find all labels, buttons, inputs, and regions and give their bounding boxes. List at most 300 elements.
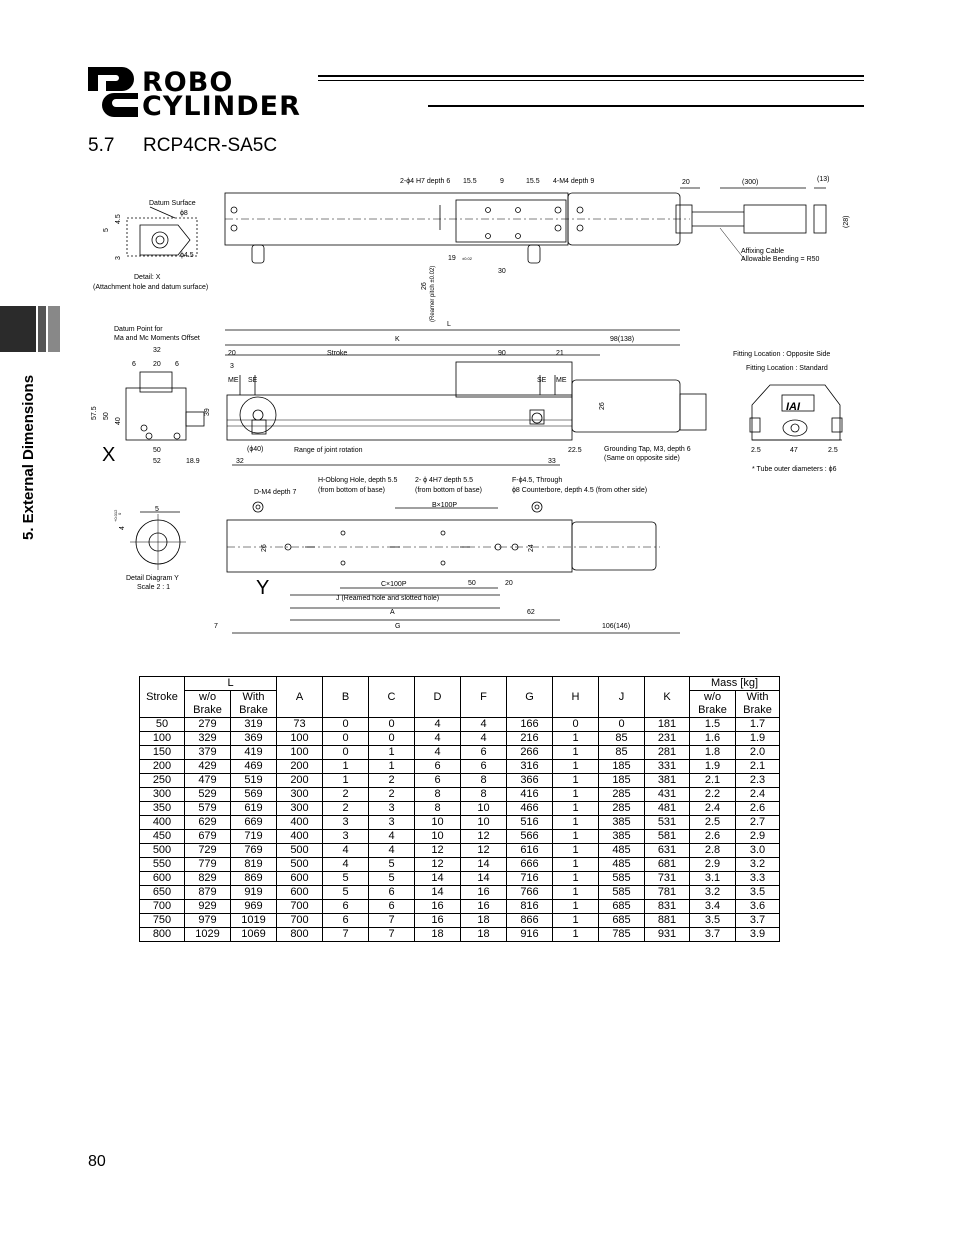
svg-text:4: 4 xyxy=(119,526,126,530)
table-cell: 929 xyxy=(185,900,231,914)
table-cell: 1.9 xyxy=(690,760,736,774)
table-cell: 329 xyxy=(185,732,231,746)
table-cell: 200 xyxy=(277,760,323,774)
table-cell: 650 xyxy=(140,886,185,900)
table-cell: 3 xyxy=(323,830,369,844)
table-cell: 529 xyxy=(185,788,231,802)
table-cell: 16 xyxy=(461,900,507,914)
table-cell: 6 xyxy=(323,914,369,928)
svg-text:(28): (28) xyxy=(843,215,850,228)
table-cell: 285 xyxy=(599,802,645,816)
table-cell: 600 xyxy=(277,872,323,886)
table-cell: 3.7 xyxy=(690,928,736,942)
svg-text:(Attachment hole and datum sur: (Attachment hole and datum surface) xyxy=(93,284,209,291)
table-cell: 500 xyxy=(140,844,185,858)
table-cell: 200 xyxy=(140,760,185,774)
table-cell: 531 xyxy=(645,816,690,830)
svg-text:30: 30 xyxy=(498,268,506,275)
table-cell: 4 xyxy=(415,732,461,746)
table-cell: 729 xyxy=(185,844,231,858)
table-cell: 0 xyxy=(553,718,599,732)
svg-text:2- ϕ 4H7 depth 5.5: 2- ϕ 4H7 depth 5.5 xyxy=(415,477,474,484)
table-cell: 7 xyxy=(369,928,415,942)
table-cell: 16 xyxy=(461,886,507,900)
table-cell: 385 xyxy=(599,816,645,830)
table-cell: 300 xyxy=(277,802,323,816)
svg-text:32: 32 xyxy=(153,347,161,354)
rc-monogram-icon xyxy=(88,67,140,117)
table-cell: 250 xyxy=(140,774,185,788)
table-cell: 350 xyxy=(140,802,185,816)
table-cell: 216 xyxy=(507,732,553,746)
table-cell: 785 xyxy=(599,928,645,942)
svg-text:50: 50 xyxy=(153,447,161,454)
svg-text:20: 20 xyxy=(228,350,236,357)
svg-text:6: 6 xyxy=(175,361,179,368)
svg-text:32: 32 xyxy=(236,458,244,465)
table-cell: 5 xyxy=(323,886,369,900)
table-row xyxy=(140,858,780,872)
table-row xyxy=(140,872,780,886)
table-row xyxy=(140,718,780,732)
table-cell: 10 xyxy=(461,816,507,830)
table-cell: 0 xyxy=(369,718,415,732)
section-heading xyxy=(88,135,277,157)
table-cell: 681 xyxy=(645,858,690,872)
table-cell: 231 xyxy=(645,732,690,746)
table-cell: 716 xyxy=(507,872,553,886)
table-row xyxy=(140,886,780,900)
svg-text:20: 20 xyxy=(682,179,690,186)
svg-text:Scale 2 : 1: Scale 2 : 1 xyxy=(137,584,171,591)
table-cell: 3.0 xyxy=(736,844,780,858)
table-cell: 3.7 xyxy=(736,914,780,928)
table-cell: 3.5 xyxy=(736,886,780,900)
table-cell: 266 xyxy=(507,746,553,760)
table-cell: 150 xyxy=(140,746,185,760)
table-cell: 4 xyxy=(461,732,507,746)
table-row xyxy=(140,788,780,802)
table-cell: 800 xyxy=(277,928,323,942)
table-cell: 3.2 xyxy=(736,858,780,872)
table-cell: 719 xyxy=(231,830,277,844)
table-cell: 666 xyxy=(507,858,553,872)
header-l-wo-brake: w/o Brake xyxy=(185,691,231,718)
table-cell: 1 xyxy=(553,858,599,872)
svg-text:(from bottom of base): (from bottom of base) xyxy=(415,487,482,494)
table-cell: 7 xyxy=(369,914,415,928)
table-cell: 819 xyxy=(231,858,277,872)
table-cell: 400 xyxy=(140,816,185,830)
table-cell: 319 xyxy=(231,718,277,732)
svg-text:Detail: X: Detail: X xyxy=(134,274,161,281)
table-cell: 1 xyxy=(323,760,369,774)
table-row xyxy=(140,774,780,788)
table-cell: 685 xyxy=(599,900,645,914)
header-stroke: Stroke xyxy=(140,677,185,718)
header-l: L xyxy=(185,677,277,691)
table-cell: 1 xyxy=(553,830,599,844)
table-cell: 0 xyxy=(323,746,369,760)
table-cell: 400 xyxy=(277,830,323,844)
table-cell: 769 xyxy=(231,844,277,858)
table-cell: 400 xyxy=(277,816,323,830)
table-cell: 779 xyxy=(185,858,231,872)
table-cell: 2.4 xyxy=(690,802,736,816)
header-rule-top-thin xyxy=(318,80,864,81)
table-cell: 700 xyxy=(277,900,323,914)
svg-text:(300): (300) xyxy=(742,179,759,186)
table-cell: 1.8 xyxy=(690,746,736,760)
header-j: J xyxy=(599,677,645,718)
table-cell: 781 xyxy=(645,886,690,900)
svg-text:5: 5 xyxy=(155,506,159,513)
table-cell: 16 xyxy=(415,914,461,928)
table-cell: 73 xyxy=(277,718,323,732)
svg-text:Fitting Location : Opposite Si: Fitting Location : Opposite Side xyxy=(733,351,831,358)
svg-text:Allowable Bending = R50: Allowable Bending = R50 xyxy=(741,256,820,263)
table-row xyxy=(140,928,780,942)
table-cell: 3.6 xyxy=(736,900,780,914)
table-cell: 285 xyxy=(599,788,645,802)
table-cell: 385 xyxy=(599,830,645,844)
svg-text:Affixing Cable: Affixing Cable xyxy=(741,248,785,255)
svg-text:20: 20 xyxy=(153,361,161,368)
external-dimensions-drawing xyxy=(0,170,954,640)
table-cell: 366 xyxy=(507,774,553,788)
table-cell: 419 xyxy=(231,746,277,760)
table-cell: 2 xyxy=(369,788,415,802)
svg-text:(ϕ40): (ϕ40) xyxy=(247,446,264,453)
svg-text:7: 7 xyxy=(214,623,218,630)
table-cell: 500 xyxy=(277,858,323,872)
table-cell: 679 xyxy=(185,830,231,844)
table-cell: 931 xyxy=(645,928,690,942)
table-cell: 1 xyxy=(553,900,599,914)
table-cell: 469 xyxy=(231,760,277,774)
svg-text:90: 90 xyxy=(498,350,506,357)
svg-text:2.5: 2.5 xyxy=(751,447,761,454)
table-cell: 2.6 xyxy=(690,830,736,844)
table-cell: 431 xyxy=(645,788,690,802)
table-cell: 5 xyxy=(323,872,369,886)
table-cell: 1 xyxy=(553,928,599,942)
svg-text:(from bottom of base): (from bottom of base) xyxy=(318,487,385,494)
table-cell: 416 xyxy=(507,788,553,802)
table-cell: 1 xyxy=(553,816,599,830)
svg-text:98(138): 98(138) xyxy=(610,336,635,343)
table-cell: 331 xyxy=(645,760,690,774)
header-mass: Mass [kg] xyxy=(690,677,780,691)
svg-text:ME: ME xyxy=(228,377,239,384)
table-cell: 1 xyxy=(553,844,599,858)
table-cell: 6 xyxy=(461,760,507,774)
header-f: F xyxy=(461,677,507,718)
table-cell: 766 xyxy=(507,886,553,900)
svg-text:ME: ME xyxy=(556,377,567,384)
table-cell: 14 xyxy=(461,872,507,886)
table-cell: 500 xyxy=(277,844,323,858)
table-row xyxy=(140,914,780,928)
svg-text:ϕ8: ϕ8 xyxy=(180,210,188,217)
table-cell: 14 xyxy=(415,872,461,886)
svg-text:47: 47 xyxy=(790,447,798,454)
header-k: K xyxy=(645,677,690,718)
svg-text:2.5: 2.5 xyxy=(828,447,838,454)
table-cell: 1 xyxy=(553,886,599,900)
header-c: C xyxy=(369,677,415,718)
table-cell: 479 xyxy=(185,774,231,788)
table-row xyxy=(140,816,780,830)
table-cell: 3.2 xyxy=(690,886,736,900)
svg-text:H-Oblong Hole, depth 5.5: H-Oblong Hole, depth 5.5 xyxy=(318,477,398,484)
table-cell: 519 xyxy=(231,774,277,788)
table-cell: 2 xyxy=(323,788,369,802)
table-cell: 6 xyxy=(461,746,507,760)
table-cell: 1.7 xyxy=(736,718,780,732)
table-cell: 181 xyxy=(645,718,690,732)
table-cell: 2.0 xyxy=(736,746,780,760)
table-cell: 4 xyxy=(415,718,461,732)
table-cell: 2 xyxy=(323,802,369,816)
table-cell: 685 xyxy=(599,914,645,928)
table-cell: 2.9 xyxy=(690,858,736,872)
table-cell: 2.7 xyxy=(736,816,780,830)
svg-text:21: 21 xyxy=(556,350,564,357)
table-cell: 2.2 xyxy=(690,788,736,802)
table-cell: 279 xyxy=(185,718,231,732)
table-cell: 450 xyxy=(140,830,185,844)
svg-text:4.5: 4.5 xyxy=(115,214,122,224)
table-cell: 1.9 xyxy=(736,732,780,746)
table-cell: 300 xyxy=(277,788,323,802)
svg-text:106(146): 106(146) xyxy=(602,623,631,630)
svg-text:J (Reamed hole and slotted hol: J (Reamed hole and slotted hole) xyxy=(336,595,440,602)
header-b: B xyxy=(323,677,369,718)
table-cell: 429 xyxy=(185,760,231,774)
table-cell: 550 xyxy=(140,858,185,872)
table-cell: 18 xyxy=(461,928,507,942)
header-h: H xyxy=(553,677,599,718)
table-cell: 4 xyxy=(369,844,415,858)
section-side-label: 5. External Dimensions xyxy=(20,374,37,540)
end-view-labels xyxy=(733,351,838,473)
svg-text:L: L xyxy=(447,321,451,328)
svg-text:18.9: 18.9 xyxy=(186,458,200,465)
svg-text:F-ϕ4.5, Through: F-ϕ4.5, Through xyxy=(512,477,563,484)
section-title: RCP4CR-SA5C xyxy=(143,135,278,156)
table-cell: 2.1 xyxy=(736,760,780,774)
header-mass-wo-brake: w/o Brake xyxy=(690,691,736,718)
svg-text:±0.02: ±0.02 xyxy=(462,256,472,261)
table-cell: 619 xyxy=(231,802,277,816)
table-cell: 1 xyxy=(553,774,599,788)
table-cell: 2.6 xyxy=(736,802,780,816)
svg-text:24: 24 xyxy=(528,544,535,552)
side-profile-block xyxy=(126,372,204,440)
header-mass-with-brake: With Brake xyxy=(736,691,780,718)
svg-text:G: G xyxy=(395,623,401,630)
table-cell: 4 xyxy=(369,830,415,844)
table-cell: 3.1 xyxy=(690,872,736,886)
table-cell: 185 xyxy=(599,760,645,774)
svg-text:40: 40 xyxy=(115,417,122,425)
table-cell: 3.5 xyxy=(690,914,736,928)
svg-text:9: 9 xyxy=(500,178,504,185)
svg-text:26: 26 xyxy=(421,282,428,290)
table-cell: 12 xyxy=(415,858,461,872)
table-row xyxy=(140,732,780,746)
table-cell: 466 xyxy=(507,802,553,816)
table-cell: 8 xyxy=(461,774,507,788)
table-cell: 866 xyxy=(507,914,553,928)
table-cell: 829 xyxy=(185,872,231,886)
table-cell: 569 xyxy=(231,788,277,802)
table-cell: 300 xyxy=(140,788,185,802)
table-cell: 1.6 xyxy=(690,732,736,746)
table-cell: 485 xyxy=(599,844,645,858)
table-cell: 481 xyxy=(645,802,690,816)
table-cell: 50 xyxy=(140,718,185,732)
table-cell: 1 xyxy=(553,802,599,816)
table-cell: 1019 xyxy=(231,914,277,928)
table-cell: 281 xyxy=(645,746,690,760)
table-cell: 631 xyxy=(645,844,690,858)
svg-text:X: X xyxy=(102,444,116,466)
logo-word-cylinder: CYLINDER xyxy=(142,91,301,122)
table-cell: 2.5 xyxy=(690,816,736,830)
svg-text:50: 50 xyxy=(468,580,476,587)
table-cell: 1 xyxy=(553,746,599,760)
table-cell: 12 xyxy=(461,830,507,844)
svg-text:* Tube outer diameters : ϕ6: * Tube outer diameters : ϕ6 xyxy=(752,466,837,473)
svg-text:Stroke: Stroke xyxy=(327,350,348,357)
table-cell: 2.8 xyxy=(690,844,736,858)
table-cell: 5 xyxy=(369,872,415,886)
table-cell: 516 xyxy=(507,816,553,830)
table-cell: 166 xyxy=(507,718,553,732)
svg-text:6: 6 xyxy=(132,361,136,368)
table-cell: 8 xyxy=(415,802,461,816)
table-cell: 800 xyxy=(140,928,185,942)
table-cell: 1069 xyxy=(231,928,277,942)
svg-text:5: 5 xyxy=(103,228,110,232)
table-cell: 629 xyxy=(185,816,231,830)
svg-text:Fitting Location : Standard: Fitting Location : Standard xyxy=(746,365,828,372)
table-cell: 669 xyxy=(231,816,277,830)
table-cell: 10 xyxy=(415,816,461,830)
table-row xyxy=(140,830,780,844)
header-a: A xyxy=(277,677,323,718)
table-cell: 3.4 xyxy=(690,900,736,914)
logo-word-robo: ROBO xyxy=(142,67,234,98)
table-cell: 100 xyxy=(277,746,323,760)
iai-logo-text: IAI xyxy=(786,401,801,413)
table-cell: 85 xyxy=(599,746,645,760)
svg-text:D-M4 depth 7: D-M4 depth 7 xyxy=(254,489,297,496)
table-cell: 7 xyxy=(323,928,369,942)
table-cell: 750 xyxy=(140,914,185,928)
table-cell: 85 xyxy=(599,732,645,746)
table-cell: 185 xyxy=(599,774,645,788)
side-view-labels xyxy=(91,326,691,466)
top-view-labels xyxy=(400,176,850,328)
table-cell: 700 xyxy=(277,914,323,928)
table-cell: 585 xyxy=(599,886,645,900)
table-cell: 1 xyxy=(553,732,599,746)
table-cell: 1 xyxy=(323,774,369,788)
table-row xyxy=(140,746,780,760)
svg-text:C×100P: C×100P xyxy=(381,581,407,588)
table-cell: 4 xyxy=(323,858,369,872)
header-l-with-brake: With Brake xyxy=(231,691,277,718)
bottom-view-labels xyxy=(214,477,647,630)
header-rule-bottom xyxy=(428,105,864,107)
table-cell: 8 xyxy=(461,788,507,802)
table-cell: 3.9 xyxy=(736,928,780,942)
table-row xyxy=(140,760,780,774)
bottom-view xyxy=(227,502,680,633)
table-cell: 1 xyxy=(369,760,415,774)
svg-text:4-M4 depth 9: 4-M4 depth 9 xyxy=(553,178,595,185)
table-cell: 100 xyxy=(140,732,185,746)
table-cell: 1 xyxy=(369,746,415,760)
svg-text:Range of joint rotation: Range of joint rotation xyxy=(294,447,363,454)
table-cell: 1029 xyxy=(185,928,231,942)
table-cell: 731 xyxy=(645,872,690,886)
svg-text:57.5: 57.5 xyxy=(91,406,98,420)
table-cell: 3 xyxy=(369,802,415,816)
side-view xyxy=(225,330,706,465)
svg-text:ϕ4.5: ϕ4.5 xyxy=(180,252,194,259)
table-cell: 0 xyxy=(369,732,415,746)
svg-text:26: 26 xyxy=(261,544,268,552)
svg-text:15.5: 15.5 xyxy=(463,178,477,185)
table-cell: 881 xyxy=(645,914,690,928)
table-cell: 1 xyxy=(553,872,599,886)
svg-text:A: A xyxy=(390,609,395,616)
svg-text:15.5: 15.5 xyxy=(526,178,540,185)
svg-text:39: 39 xyxy=(204,408,211,416)
table-cell: 14 xyxy=(461,858,507,872)
table-cell: 1 xyxy=(553,914,599,928)
svg-text:Datum Surface: Datum Surface xyxy=(149,200,196,207)
table-cell: 831 xyxy=(645,900,690,914)
table-cell: 5 xyxy=(369,858,415,872)
table-row xyxy=(140,802,780,816)
table-cell: 2.4 xyxy=(736,788,780,802)
svg-text:62: 62 xyxy=(527,609,535,616)
svg-text:26: 26 xyxy=(599,402,606,410)
table-cell: 979 xyxy=(185,914,231,928)
table-cell: 369 xyxy=(231,732,277,746)
svg-text:+0.012: +0.012 xyxy=(113,509,118,522)
table-cell: 916 xyxy=(507,928,553,942)
table-cell: 3 xyxy=(369,816,415,830)
svg-text:19: 19 xyxy=(448,255,456,262)
svg-text:33: 33 xyxy=(548,458,556,465)
table-cell: 485 xyxy=(599,858,645,872)
table-cell: 14 xyxy=(415,886,461,900)
table-cell: 1 xyxy=(553,760,599,774)
table-row xyxy=(140,900,780,914)
svg-text:Grounding Tap, M3, depth 6: Grounding Tap, M3, depth 6 xyxy=(604,446,691,453)
table-cell: 616 xyxy=(507,844,553,858)
header-rule-top xyxy=(318,75,864,77)
svg-text:(13): (13) xyxy=(817,176,830,183)
table-cell: 316 xyxy=(507,760,553,774)
table-cell: 4 xyxy=(461,718,507,732)
